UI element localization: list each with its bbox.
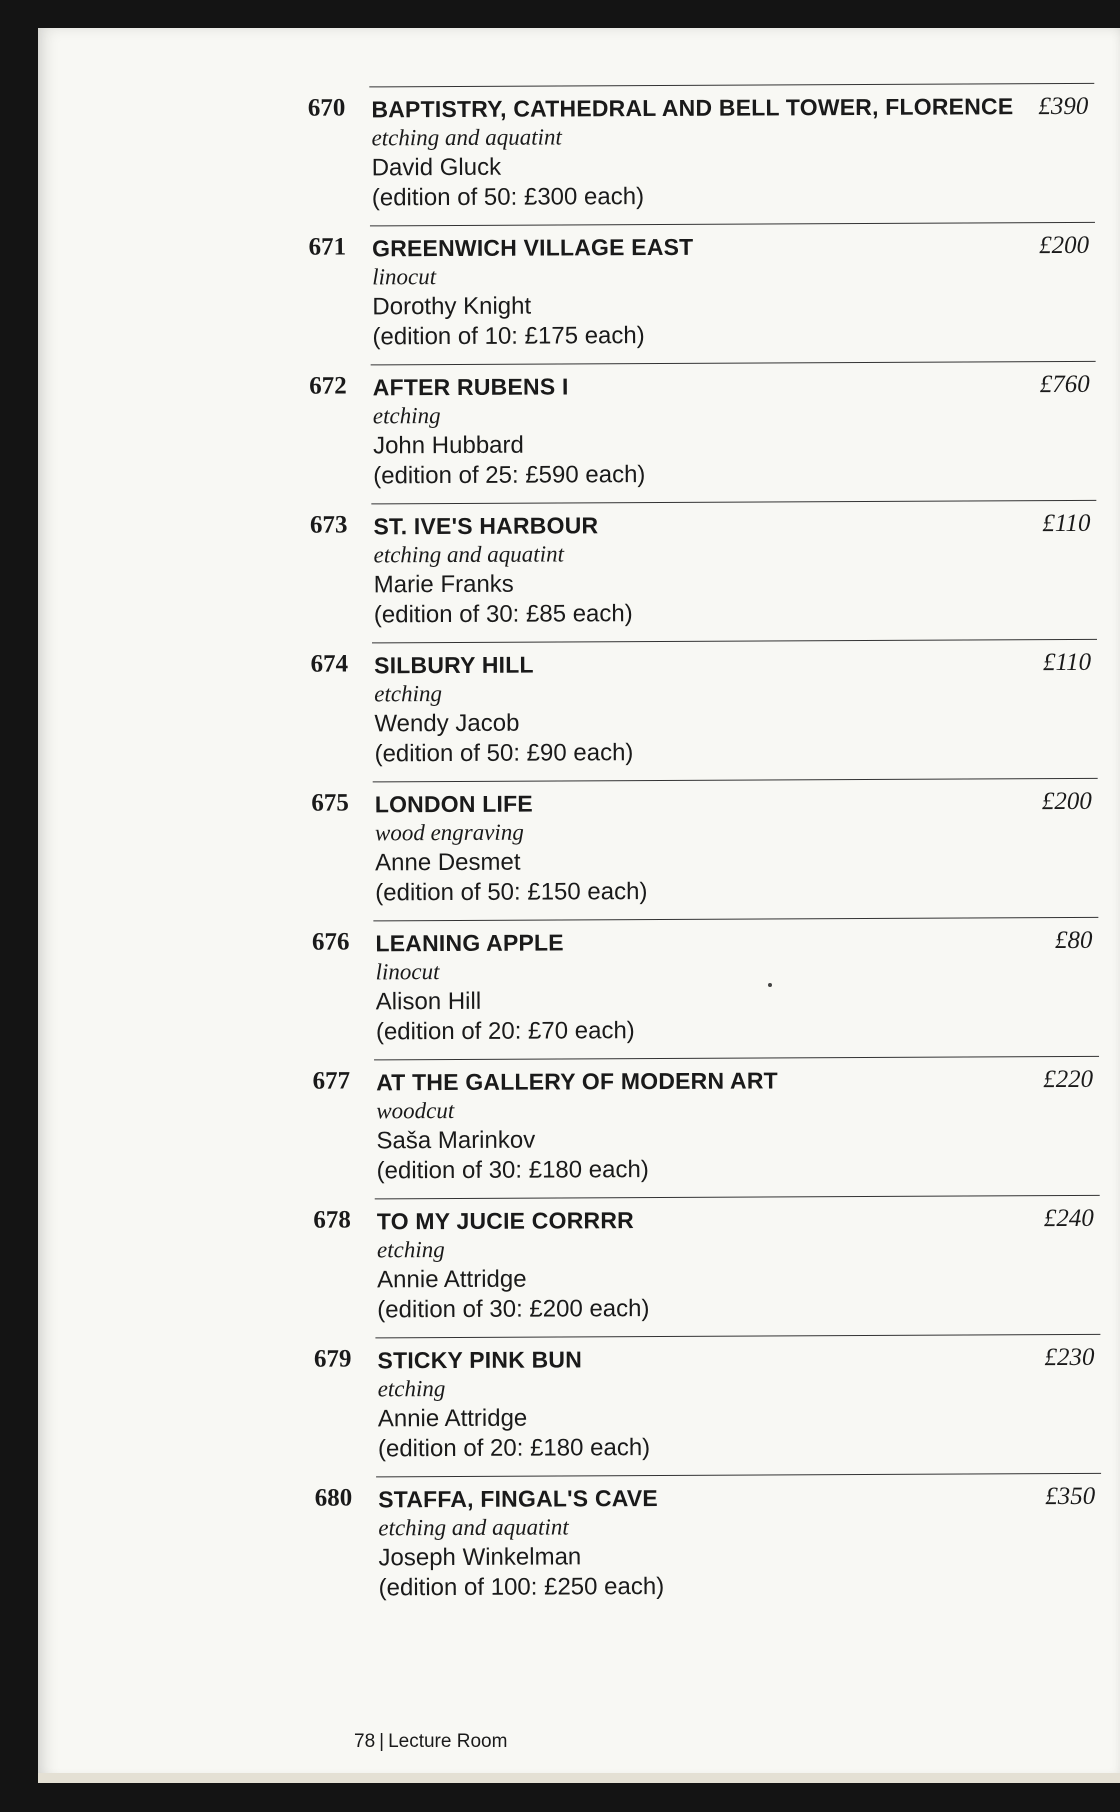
lot-price: £80 [1054,926,1093,955]
lot-medium: wood engraving [374,819,524,846]
catalogue-page [38,28,1120,1783]
lot-edition: (edition of 20: £70 each) [375,1017,635,1046]
lot-title: AFTER RUBENS I [372,373,569,401]
lot-price: £390 [1038,92,1089,121]
lot-title: LONDON LIFE [374,790,533,818]
lot-edition: (edition of 50: £90 each) [374,739,634,768]
lot-entry [42,917,1120,1061]
lot-edition: (edition of 50: £300 each) [371,183,645,212]
page-number: 78 [354,1731,376,1752]
lot-medium: etching [376,1237,445,1263]
lot-medium: etching and aquatint [373,541,565,568]
lot-price: £220 [1043,1065,1094,1094]
lot-number: 675 [311,789,349,817]
lot-entry [40,500,1120,644]
lot-medium: etching and aquatint [371,124,562,151]
lot-artist: Anne Desmet [375,848,521,877]
lot-title: LEANING APPLE [375,929,564,957]
lot-number: 671 [308,233,347,261]
lot-entry [40,361,1120,505]
lot-artist: Marie Franks [373,570,514,599]
lot-edition: (edition of 50: £150 each) [375,878,648,907]
lot-edition: (edition of 30: £180 each) [376,1156,649,1185]
lot-price: £760 [1039,370,1090,399]
lot-medium: etching and aquatint [378,1514,569,1541]
lot-artist: David Gluck [371,153,502,182]
lot-divider [369,83,1094,88]
lot-price: £350 [1045,1482,1096,1511]
lot-artist: Dorothy Knight [372,292,532,321]
lot-price: £110 [1042,509,1091,538]
lot-artist: Alison Hill [375,987,482,1016]
page-edge [38,1773,1120,1783]
lot-price: £240 [1043,1204,1094,1233]
lot-number: 674 [310,650,349,678]
lot-artist: Joseph Winkelman [378,1543,582,1572]
lot-title: AT THE GALLERY OF MODERN ART [376,1067,778,1096]
lot-number: 670 [307,94,346,122]
footer-separator: | [379,1731,385,1752]
lot-number: 677 [312,1067,351,1095]
lot-price: £200 [1039,231,1090,260]
lot-medium: etching [374,681,443,707]
lot-title: STICKY PINK BUN [377,1346,583,1374]
lot-price: £200 [1041,787,1092,816]
lot-title: BAPTISTRY, CATHEDRAL AND BELL TOWER, FLORENCE [371,93,1014,123]
section-name: Lecture Room [388,1731,508,1752]
lot-edition: (edition of 20: £180 each) [377,1434,651,1463]
lot-entry [38,83,1120,227]
lot-medium: woodcut [376,1097,455,1124]
lot-edition: (edition of 25: £590 each) [373,461,646,490]
lot-medium: linocut [372,264,437,290]
lot-entry [44,1334,1120,1478]
lot-entry [42,778,1120,922]
lot-edition: (edition of 30: £85 each) [373,600,633,629]
lot-number: 673 [309,511,348,539]
lot-number: 678 [313,1206,351,1234]
lot-title: TO MY JUCIE CORRRR [376,1207,634,1235]
lot-edition: (edition of 10: £175 each) [372,322,645,351]
lot-price: £230 [1044,1343,1095,1372]
page-footer [354,1731,507,1753]
lot-entry [44,1195,1120,1339]
lot-number: 676 [311,928,350,956]
lot-number: 672 [309,372,347,400]
lot-title: ST. IVE'S HARBOUR [373,512,599,540]
paper-speck [768,983,772,987]
lot-medium: etching [377,1376,446,1402]
lot-number: 680 [314,1484,353,1512]
lot-edition: (edition of 100: £250 each) [378,1572,665,1602]
lot-title: GREENWICH VILLAGE EAST [372,233,694,262]
lot-entry [45,1473,1120,1617]
lot-entry [43,1056,1120,1200]
lot-artist: Wendy Jacob [374,709,520,738]
lot-medium: linocut [375,959,440,985]
lot-artist: Annie Attridge [377,1404,528,1433]
lot-title: STAFFA, FINGAL'S CAVE [378,1484,658,1513]
lot-price: £110 [1042,648,1092,677]
lot-medium: etching [372,403,441,429]
lot-artist: John Hubbard [372,431,524,460]
lot-edition: (edition of 30: £200 each) [377,1295,650,1324]
lot-entry [39,222,1120,366]
lot-artist: Annie Attridge [377,1265,527,1294]
lot-title: SILBURY HILL [374,651,534,679]
lot-artist: Saša Marinkov [376,1126,536,1155]
lot-entry [41,639,1120,783]
lot-number: 679 [313,1345,352,1373]
